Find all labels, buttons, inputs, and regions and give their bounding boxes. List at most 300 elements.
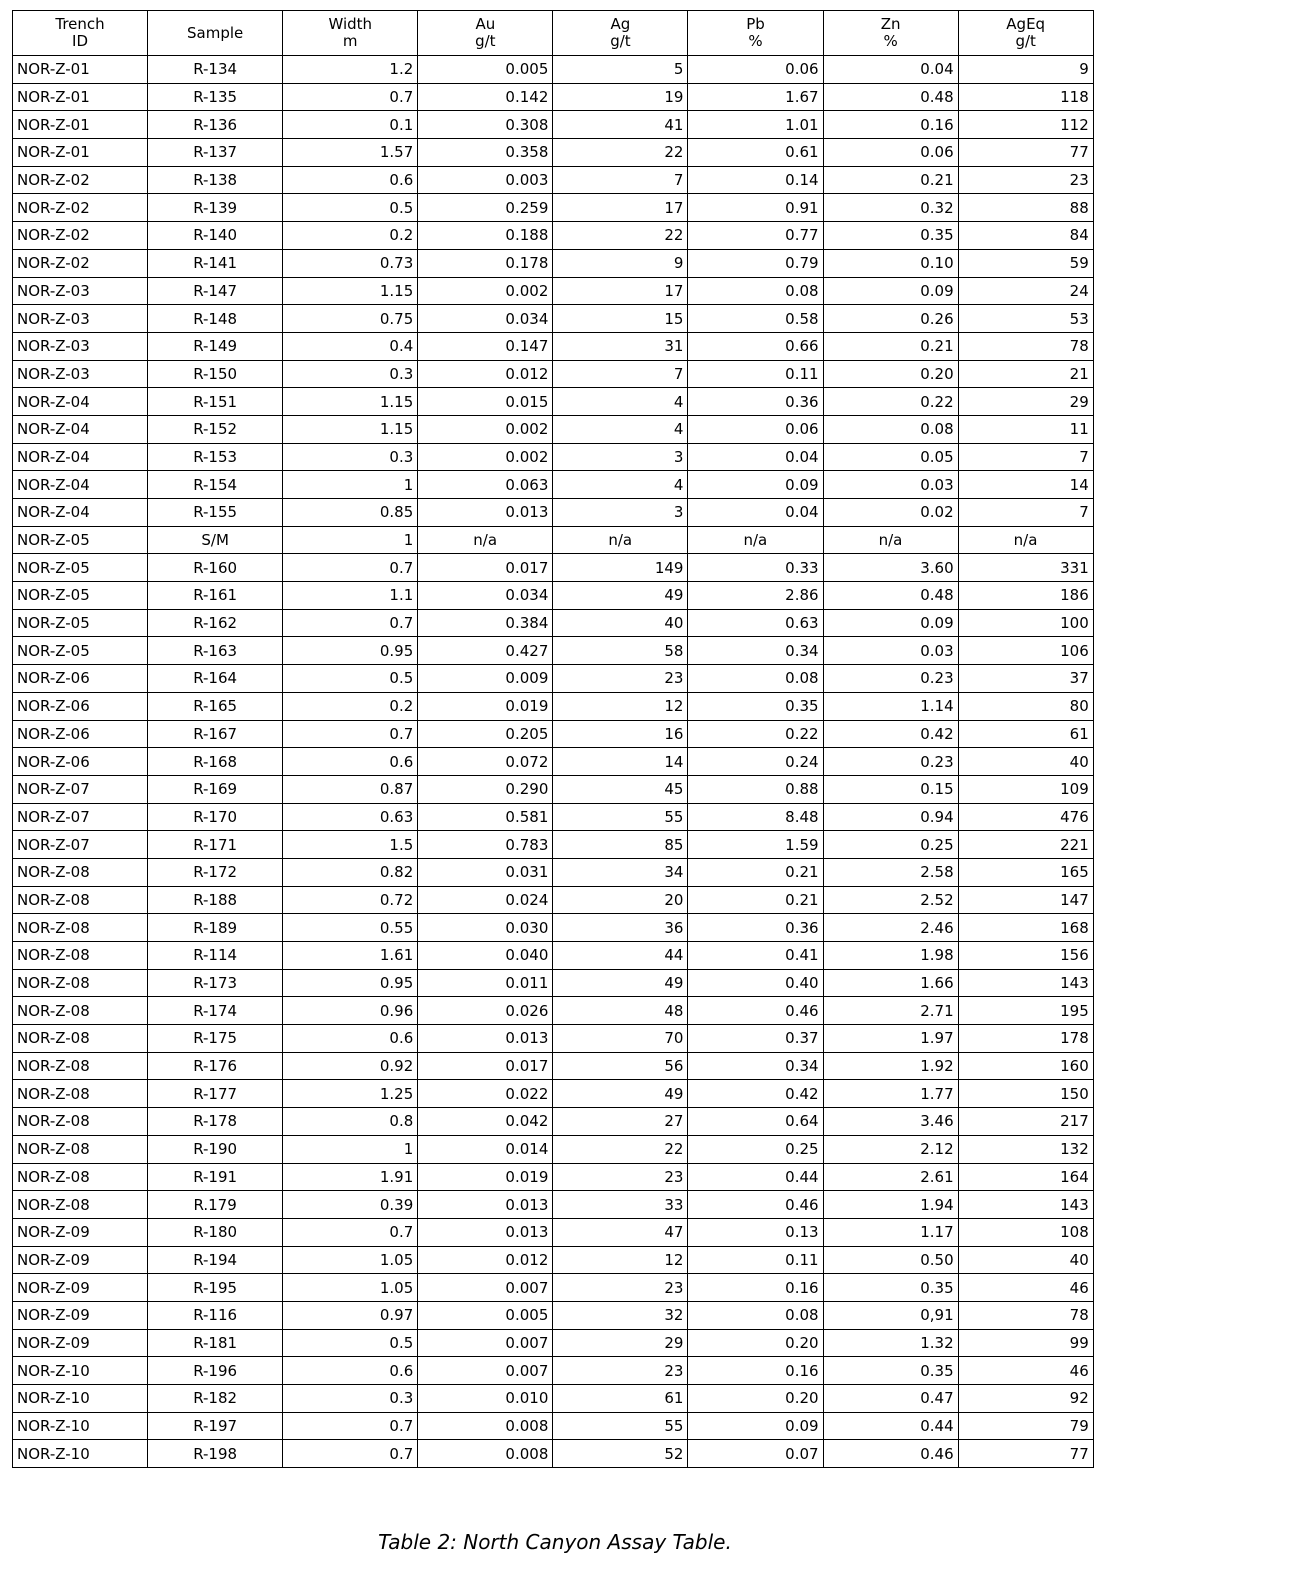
cell-au: 0.007: [418, 1357, 553, 1385]
table-row: [13, 194, 1094, 222]
header-width: Width m: [283, 11, 418, 56]
cell-pb: 0.64: [688, 1108, 823, 1136]
cell-zn: 0.25: [823, 831, 958, 859]
table-row: [13, 997, 1094, 1025]
cell-width: 0.7: [283, 1412, 418, 1440]
cell-pb: 0.42: [688, 1080, 823, 1108]
cell-ageq: 100: [958, 609, 1093, 637]
cell-zn: 0.48: [823, 582, 958, 610]
cell-pb: 0.34: [688, 1052, 823, 1080]
cell-zn: 0.48: [823, 83, 958, 111]
cell-zn: 0.03: [823, 637, 958, 665]
cell-trench-id: NOR-Z-05: [13, 526, 148, 554]
cell-au: 0.040: [418, 942, 553, 970]
cell-ag: 44: [553, 942, 688, 970]
table-row: [13, 609, 1094, 637]
cell-width: 0.5: [283, 665, 418, 693]
cell-sample: R-191: [148, 1163, 283, 1191]
table-row: [13, 1052, 1094, 1080]
cell-ageq: 147: [958, 886, 1093, 914]
cell-width: 0.55: [283, 914, 418, 942]
table-row: [13, 914, 1094, 942]
cell-zn: 0.20: [823, 360, 958, 388]
cell-ag: 85: [553, 831, 688, 859]
cell-trench-id: NOR-Z-02: [13, 249, 148, 277]
cell-au: 0.358: [418, 139, 553, 167]
cell-au: 0.007: [418, 1274, 553, 1302]
cell-pb: 0.22: [688, 720, 823, 748]
table-row: [13, 1329, 1094, 1357]
cell-au: 0.007: [418, 1329, 553, 1357]
cell-pb: 0.25: [688, 1135, 823, 1163]
cell-zn: 0.22: [823, 388, 958, 416]
cell-ag: 16: [553, 720, 688, 748]
cell-pb: 0.11: [688, 360, 823, 388]
cell-pb: 0.11: [688, 1246, 823, 1274]
cell-pb: 1.67: [688, 83, 823, 111]
cell-zn: 0.06: [823, 139, 958, 167]
cell-au: 0.012: [418, 360, 553, 388]
cell-ageq: 331: [958, 554, 1093, 582]
cell-ag: 4: [553, 471, 688, 499]
cell-pb: 0.20: [688, 1385, 823, 1413]
table-header: [13, 11, 1094, 56]
cell-width: 0.2: [283, 222, 418, 250]
cell-sample: R-168: [148, 748, 283, 776]
cell-pb: 0.21: [688, 858, 823, 886]
cell-sample: R-190: [148, 1135, 283, 1163]
cell-width: 0.82: [283, 858, 418, 886]
cell-trench-id: NOR-Z-06: [13, 748, 148, 776]
table-row: [13, 1080, 1094, 1108]
cell-ag: 49: [553, 1080, 688, 1108]
cell-pb: 0.33: [688, 554, 823, 582]
cell-ag: 40: [553, 609, 688, 637]
cell-au: 0.009: [418, 665, 553, 693]
cell-zn: 0.44: [823, 1412, 958, 1440]
header-row: [13, 11, 1094, 56]
cell-ageq: 106: [958, 637, 1093, 665]
cell-zn: 1.94: [823, 1191, 958, 1219]
cell-sample: R-170: [148, 803, 283, 831]
cell-zn: 2.46: [823, 914, 958, 942]
cell-sample: R-114: [148, 942, 283, 970]
cell-ag: 5: [553, 56, 688, 84]
table-row: [13, 1191, 1094, 1219]
cell-sample: R-178: [148, 1108, 283, 1136]
cell-pb: 0.88: [688, 775, 823, 803]
cell-width: 0.5: [283, 1329, 418, 1357]
table-row: [13, 1357, 1094, 1385]
cell-au: n/a: [418, 526, 553, 554]
cell-width: 1: [283, 526, 418, 554]
cell-ag: 22: [553, 139, 688, 167]
cell-trench-id: NOR-Z-04: [13, 388, 148, 416]
cell-pb: 0.61: [688, 139, 823, 167]
header-au: Au g/t: [418, 11, 553, 56]
table-caption: Table 2: North Canyon Assay Table.: [378, 1530, 732, 1554]
cell-ag: 3: [553, 499, 688, 527]
cell-pb: 0.21: [688, 886, 823, 914]
cell-ageq: 132: [958, 1135, 1093, 1163]
cell-sample: R-155: [148, 499, 283, 527]
cell-width: 1.05: [283, 1274, 418, 1302]
cell-zn: 0.50: [823, 1246, 958, 1274]
cell-ag: 49: [553, 969, 688, 997]
table-row: [13, 969, 1094, 997]
cell-ageq: 46: [958, 1274, 1093, 1302]
cell-ag: 23: [553, 1274, 688, 1302]
cell-trench-id: NOR-Z-03: [13, 360, 148, 388]
cell-trench-id: NOR-Z-04: [13, 443, 148, 471]
cell-width: 0.7: [283, 83, 418, 111]
cell-ag: 34: [553, 858, 688, 886]
cell-width: 0.75: [283, 305, 418, 333]
cell-trench-id: NOR-Z-06: [13, 720, 148, 748]
cell-ageq: n/a: [958, 526, 1093, 554]
cell-ageq: 9: [958, 56, 1093, 84]
cell-au: 0.017: [418, 1052, 553, 1080]
cell-pb: 0.79: [688, 249, 823, 277]
cell-ag: 49: [553, 582, 688, 610]
cell-au: 0.063: [418, 471, 553, 499]
cell-ag: 23: [553, 665, 688, 693]
cell-width: 0.85: [283, 499, 418, 527]
cell-pb: 0.16: [688, 1274, 823, 1302]
cell-width: 0.6: [283, 166, 418, 194]
cell-sample: R-140: [148, 222, 283, 250]
cell-au: 0.581: [418, 803, 553, 831]
cell-au: 0.034: [418, 305, 553, 333]
cell-ageq: 109: [958, 775, 1093, 803]
cell-ageq: 118: [958, 83, 1093, 111]
cell-trench-id: NOR-Z-08: [13, 997, 148, 1025]
cell-sample: R-167: [148, 720, 283, 748]
table-row: [13, 332, 1094, 360]
cell-sample: R-153: [148, 443, 283, 471]
table-row: [13, 831, 1094, 859]
cell-ag: 33: [553, 1191, 688, 1219]
cell-ageq: 7: [958, 443, 1093, 471]
cell-width: 1.1: [283, 582, 418, 610]
cell-ag: 17: [553, 277, 688, 305]
table-row: [13, 775, 1094, 803]
cell-width: 0.97: [283, 1301, 418, 1329]
cell-au: 0.022: [418, 1080, 553, 1108]
cell-ag: 12: [553, 1246, 688, 1274]
cell-ag: 29: [553, 1329, 688, 1357]
cell-trench-id: NOR-Z-05: [13, 554, 148, 582]
cell-width: 0.63: [283, 803, 418, 831]
cell-au: 0.259: [418, 194, 553, 222]
table-row: [13, 222, 1094, 250]
cell-width: 0.1: [283, 111, 418, 139]
cell-sample: R-150: [148, 360, 283, 388]
cell-zn: 0.10: [823, 249, 958, 277]
cell-trench-id: NOR-Z-08: [13, 1135, 148, 1163]
cell-sample: R-181: [148, 1329, 283, 1357]
cell-ageq: 78: [958, 1301, 1093, 1329]
cell-trench-id: NOR-Z-08: [13, 1052, 148, 1080]
cell-au: 0.012: [418, 1246, 553, 1274]
cell-sample: R-169: [148, 775, 283, 803]
cell-width: 1: [283, 1135, 418, 1163]
cell-ag: 52: [553, 1440, 688, 1468]
cell-ag: 27: [553, 1108, 688, 1136]
cell-width: 1.05: [283, 1246, 418, 1274]
cell-ag: 47: [553, 1218, 688, 1246]
cell-sample: R-164: [148, 665, 283, 693]
cell-ageq: 46: [958, 1357, 1093, 1385]
cell-zn: 2.52: [823, 886, 958, 914]
cell-trench-id: NOR-Z-08: [13, 1191, 148, 1219]
cell-ageq: 88: [958, 194, 1093, 222]
cell-trench-id: NOR-Z-02: [13, 222, 148, 250]
cell-ageq: 221: [958, 831, 1093, 859]
cell-pb: 0.36: [688, 914, 823, 942]
cell-au: 0.031: [418, 858, 553, 886]
cell-ag: 36: [553, 914, 688, 942]
cell-pb: 0.37: [688, 1025, 823, 1053]
cell-width: 1.61: [283, 942, 418, 970]
cell-trench-id: NOR-Z-03: [13, 305, 148, 333]
cell-trench-id: NOR-Z-09: [13, 1274, 148, 1302]
table-row: [13, 1025, 1094, 1053]
cell-pb: 0.63: [688, 609, 823, 637]
cell-sample: S/M: [148, 526, 283, 554]
table-row: [13, 305, 1094, 333]
cell-pb: n/a: [688, 526, 823, 554]
cell-au: 0.147: [418, 332, 553, 360]
cell-ageq: 168: [958, 914, 1093, 942]
cell-ag: 55: [553, 803, 688, 831]
cell-trench-id: NOR-Z-10: [13, 1412, 148, 1440]
cell-ag: 149: [553, 554, 688, 582]
cell-ag: 7: [553, 166, 688, 194]
cell-sample: R-173: [148, 969, 283, 997]
cell-zn: 0.32: [823, 194, 958, 222]
cell-zn: 0.35: [823, 222, 958, 250]
cell-au: 0.072: [418, 748, 553, 776]
cell-zn: 0.09: [823, 277, 958, 305]
table-row: [13, 249, 1094, 277]
cell-zn: 0.23: [823, 748, 958, 776]
cell-sample: R-149: [148, 332, 283, 360]
header-trench-id: Trench ID: [13, 11, 148, 56]
header-pb: Pb %: [688, 11, 823, 56]
cell-sample: R-175: [148, 1025, 283, 1053]
table-row: [13, 582, 1094, 610]
cell-zn: 1.77: [823, 1080, 958, 1108]
cell-ageq: 108: [958, 1218, 1093, 1246]
cell-pb: 0.08: [688, 277, 823, 305]
table-row: [13, 1440, 1094, 1468]
cell-au: 0.005: [418, 1301, 553, 1329]
cell-au: 0.024: [418, 886, 553, 914]
cell-ageq: 143: [958, 1191, 1093, 1219]
cell-trench-id: NOR-Z-02: [13, 194, 148, 222]
cell-pb: 1.59: [688, 831, 823, 859]
table-row: [13, 388, 1094, 416]
cell-au: 0.015: [418, 388, 553, 416]
cell-zn: 0.21: [823, 332, 958, 360]
cell-zn: 0.26: [823, 305, 958, 333]
cell-trench-id: NOR-Z-09: [13, 1246, 148, 1274]
cell-pb: 0.16: [688, 1357, 823, 1385]
cell-au: 0.005: [418, 56, 553, 84]
table-row: [13, 526, 1094, 554]
cell-trench-id: NOR-Z-10: [13, 1385, 148, 1413]
cell-pb: 0.06: [688, 415, 823, 443]
cell-au: 0.783: [418, 831, 553, 859]
cell-zn: 1.14: [823, 692, 958, 720]
cell-width: 0.7: [283, 720, 418, 748]
cell-zn: 0.15: [823, 775, 958, 803]
cell-width: 0.95: [283, 969, 418, 997]
cell-ageq: 80: [958, 692, 1093, 720]
cell-pb: 0.06: [688, 56, 823, 84]
cell-ag: 56: [553, 1052, 688, 1080]
cell-au: 0.008: [418, 1440, 553, 1468]
cell-trench-id: NOR-Z-05: [13, 609, 148, 637]
cell-width: 0.7: [283, 554, 418, 582]
table-row: [13, 83, 1094, 111]
cell-au: 0.008: [418, 1412, 553, 1440]
cell-zn: 0.35: [823, 1274, 958, 1302]
cell-ageq: 195: [958, 997, 1093, 1025]
cell-ageq: 29: [958, 388, 1093, 416]
cell-width: 0.6: [283, 1025, 418, 1053]
table-row: [13, 720, 1094, 748]
cell-pb: 0.46: [688, 1191, 823, 1219]
cell-width: 1.91: [283, 1163, 418, 1191]
cell-sample: R-177: [148, 1080, 283, 1108]
table-row: [13, 692, 1094, 720]
cell-au: 0.290: [418, 775, 553, 803]
cell-zn: 0,91: [823, 1301, 958, 1329]
table-row: [13, 803, 1094, 831]
cell-trench-id: NOR-Z-01: [13, 111, 148, 139]
table-row: [13, 499, 1094, 527]
cell-sample: R-172: [148, 858, 283, 886]
cell-ag: 12: [553, 692, 688, 720]
cell-ageq: 217: [958, 1108, 1093, 1136]
cell-pb: 0.46: [688, 997, 823, 1025]
cell-au: 0.003: [418, 166, 553, 194]
cell-width: 1.2: [283, 56, 418, 84]
table-row: [13, 1135, 1094, 1163]
cell-pb: 2.86: [688, 582, 823, 610]
cell-sample: R-188: [148, 886, 283, 914]
cell-ageq: 59: [958, 249, 1093, 277]
cell-zn: 0.47: [823, 1385, 958, 1413]
cell-ag: 55: [553, 1412, 688, 1440]
cell-width: 1.15: [283, 388, 418, 416]
cell-zn: 1.66: [823, 969, 958, 997]
cell-ageq: 84: [958, 222, 1093, 250]
cell-pb: 1.01: [688, 111, 823, 139]
cell-trench-id: NOR-Z-07: [13, 775, 148, 803]
cell-ag: n/a: [553, 526, 688, 554]
cell-trench-id: NOR-Z-09: [13, 1329, 148, 1357]
cell-zn: 2.58: [823, 858, 958, 886]
cell-sample: R-162: [148, 609, 283, 637]
cell-pb: 0.77: [688, 222, 823, 250]
cell-ageq: 164: [958, 1163, 1093, 1191]
cell-trench-id: NOR-Z-06: [13, 665, 148, 693]
cell-width: 1: [283, 471, 418, 499]
cell-ag: 17: [553, 194, 688, 222]
cell-sample: R-171: [148, 831, 283, 859]
cell-zn: 1.98: [823, 942, 958, 970]
cell-sample: R-163: [148, 637, 283, 665]
cell-au: 0.178: [418, 249, 553, 277]
table-row: [13, 1274, 1094, 1302]
header-ageq: AgEq g/t: [958, 11, 1093, 56]
cell-width: 0.6: [283, 1357, 418, 1385]
cell-au: 0.002: [418, 277, 553, 305]
cell-ag: 22: [553, 1135, 688, 1163]
cell-width: 1.15: [283, 415, 418, 443]
cell-ag: 70: [553, 1025, 688, 1053]
cell-ag: 19: [553, 83, 688, 111]
cell-trench-id: NOR-Z-08: [13, 969, 148, 997]
cell-sample: R-194: [148, 1246, 283, 1274]
cell-width: 0.7: [283, 609, 418, 637]
cell-au: 0.427: [418, 637, 553, 665]
cell-sample: R-134: [148, 56, 283, 84]
cell-pb: 0.58: [688, 305, 823, 333]
cell-zn: 1.17: [823, 1218, 958, 1246]
cell-width: 0.4: [283, 332, 418, 360]
cell-au: 0.034: [418, 582, 553, 610]
cell-sample: R-174: [148, 997, 283, 1025]
table-row: [13, 111, 1094, 139]
table-row: [13, 886, 1094, 914]
table-row: [13, 1246, 1094, 1274]
cell-ag: 15: [553, 305, 688, 333]
cell-zn: 2.71: [823, 997, 958, 1025]
cell-au: 0.205: [418, 720, 553, 748]
cell-zn: 0.94: [823, 803, 958, 831]
cell-width: 0.95: [283, 637, 418, 665]
cell-trench-id: NOR-Z-01: [13, 139, 148, 167]
cell-ag: 14: [553, 748, 688, 776]
cell-au: 0.188: [418, 222, 553, 250]
cell-sample: R-198: [148, 1440, 283, 1468]
table-row: [13, 1385, 1094, 1413]
table-row: [13, 554, 1094, 582]
header-ag: Ag g/t: [553, 11, 688, 56]
cell-ag: 4: [553, 415, 688, 443]
cell-pb: 0.40: [688, 969, 823, 997]
cell-ageq: 150: [958, 1080, 1093, 1108]
cell-zn: 0.46: [823, 1440, 958, 1468]
table-body: [13, 56, 1094, 1468]
cell-pb: 0.41: [688, 942, 823, 970]
cell-zn: 2.61: [823, 1163, 958, 1191]
cell-sample: R-161: [148, 582, 283, 610]
cell-pb: 0.66: [688, 332, 823, 360]
table-row: [13, 1218, 1094, 1246]
cell-ag: 20: [553, 886, 688, 914]
cell-sample: R-195: [148, 1274, 283, 1302]
cell-sample: R-189: [148, 914, 283, 942]
cell-au: 0.042: [418, 1108, 553, 1136]
cell-sample: R-151: [148, 388, 283, 416]
table-row: [13, 942, 1094, 970]
cell-zn: 0.35: [823, 1357, 958, 1385]
